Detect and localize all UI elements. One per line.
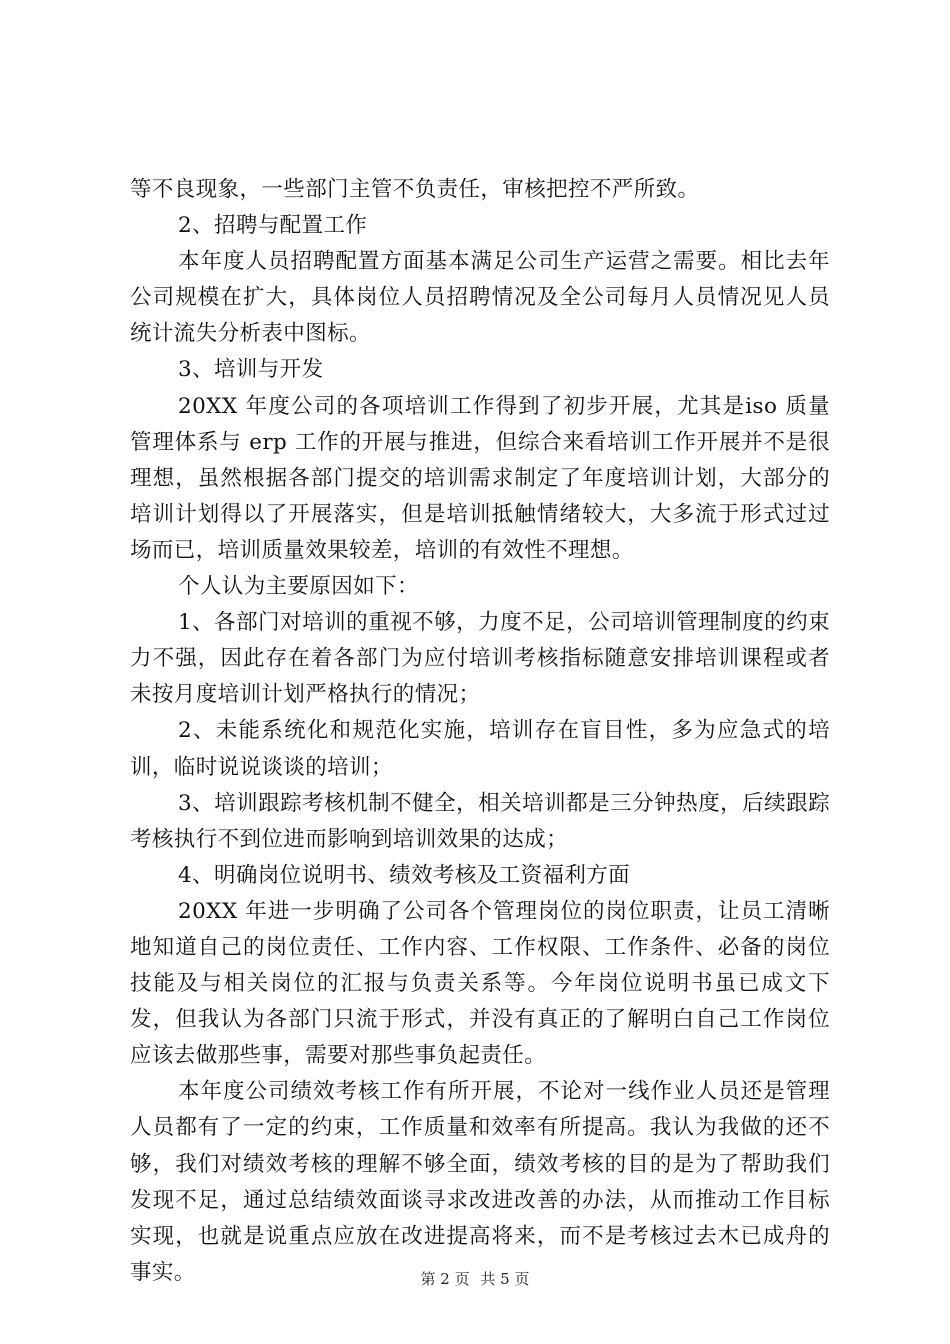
list-item: 3、培训跟踪考核机制不健全，相关培训都是三分钟热度，后续跟踪考核执行不到位进而影响到培训效果的达成； — [130, 790, 830, 852]
paragraph: 本年度人员招聘配置方面基本满足公司生产运营之需要。相比去年公司规模在扩大，具体岗位人员招聘情况及全公司每月人员情况见人员统计流失分析表中图标。 — [130, 249, 830, 347]
page-number: 第 2 页 — [420, 1270, 470, 1288]
page-footer — [0, 1268, 950, 1289]
section-heading: 2、招聘与配置工作 — [178, 213, 368, 239]
list-item: 2、未能系统化和规范化实施，培训存在盲目性，多为应急式的培训，临时说说谈谈的培训； — [130, 718, 830, 780]
page-total: 共 5 页 — [480, 1270, 530, 1288]
list-item: 1、各部门对培训的重视不够，力度不足，公司培训管理制度的约束力不强，因此存在着各部门为应付培训考核指标随意安排培训课程或者未按月度培训计划严格执行的情况； — [130, 610, 830, 708]
section-heading: 4、明确岗位说明书、绩效考核及工资福利方面 — [178, 862, 631, 888]
document-body — [130, 172, 830, 1291]
section-heading: 3、培训与开发 — [178, 357, 324, 383]
paragraph: 个人认为主要原因如下： — [178, 574, 419, 600]
paragraph: 等不良现象，一些部门主管不负责任，审核把控不严所致。 — [130, 177, 700, 202]
paragraph: 本年度公司绩效考核工作有所开展，不论对一线作业人员还是管理人员都有了一定的约束，工作质量和效率有所提高。我认为我做的还不够，我们对绩效考核的理解不够全面，绩效考核的目的是为了帮助我们发现不足，通过总结绩效面谈寻求改进改善的办法，从而推动工作目标实现，也就是说重点应放在改进提高将来，而不是考核过去木已成舟的事实。 — [130, 1079, 830, 1285]
paragraph: 20XX 年进一步明确了公司各个管理岗位的岗位职责，让员工清晰地知道自己的岗位责任、工作内容、工作权限、工作条件、必备的岗位技能及与相关岗位的汇报与负责关系等。今年岗位说明书虽已成文下发，但我认为各部门只流于形式，并没有真正的了解明白自己工作岗位应该去做那些事，需要对那些事负起责任。 — [130, 898, 830, 1069]
paragraph: 20XX 年度公司的各项培训工作得到了初步开展，尤其是iso 质量管理体系与 erp 工作的开展与推进，但综合来看培训工作开展并不是很理想，虽然根据各部门提交的培训需求制定了年度培训计划，大部分的培训计划得以了开展落实，但是培训抵触情绪较大，大多流于形式过过场而已，培训质量效果较差，培训的有效性不理想。 — [130, 393, 830, 563]
